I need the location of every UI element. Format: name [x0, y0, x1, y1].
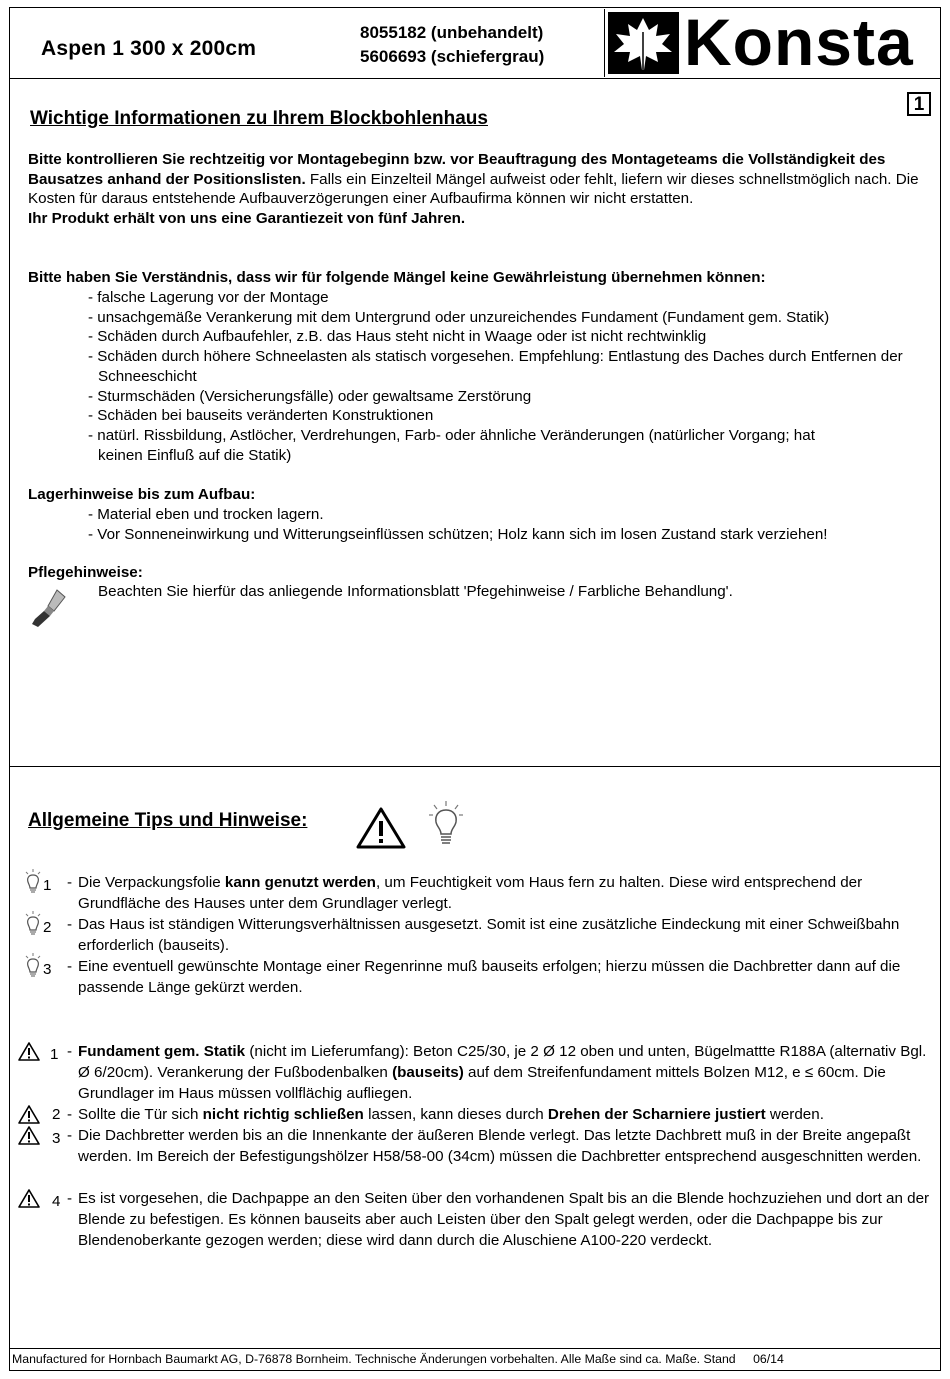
tip-dash: -: [67, 874, 73, 891]
tip-dash: -: [67, 1043, 73, 1060]
bulb-tip-2: [20, 914, 938, 956]
completeness-bold-text: Bitte kontrollieren Sie rechtzeitig vor Montagebeginn bzw. vor Beauftragung des Montageteams die Vollständigkeit des Bausatzes anhand der Positionslisten.: [28, 151, 886, 188]
article-number-slate-grey: 5606693 (schiefergrau): [360, 47, 545, 66]
lightbulb-icon: [428, 800, 464, 857]
tip-text: Das Haus ist ständigen Witterungsverhältnissen ausgesetzt. Somit ist eine zusätzliche Eindeckung mit einer Schweißbahn erforderlich (bauseits).: [78, 916, 900, 954]
lightbulb-icon: [23, 953, 43, 985]
storage-heading: Lagerhinweise bis zum Aufbau:: [28, 486, 256, 503]
warning-text-part: auf dem Streifenfundament mittels Bolzen M12, e ≤ 60cm. Die Grundlager im Haus müssen vollflächig aufliegen.: [78, 1064, 886, 1102]
warranty-text: Ihr Produkt erhält von uns eine Garantiezeit von fünf Jahren.: [28, 210, 466, 228]
completeness-paragraph: [28, 150, 933, 229]
warning-text: [78, 1104, 938, 1125]
care-text: Beachten Sie hierfür das anliegende Informationsblatt 'Pfegehinweise / Farbliche Behandlung'.: [98, 583, 733, 600]
warning-text-bold: (bauseits): [392, 1064, 464, 1081]
tip-dash: -: [67, 1106, 73, 1123]
warning-text-part: (nicht im Lieferumfang): Beton C25/30, je 2 Ø 12 oben und unten, Bügelmattte R188A (alternativ Bgl. Ø 6/20cm). Verankerung der Fußbodenbalken: [78, 1043, 927, 1081]
warning-triangle-icon: [17, 1188, 41, 1215]
list-item: - Sturmschäden (Versicherungsfälle) oder gewaltsame Zerstörung: [88, 387, 532, 405]
bulb-tip-1: [20, 872, 938, 914]
tip-dash: -: [67, 1127, 73, 1144]
warning-tip-1: [20, 1041, 938, 1104]
tip-dash: -: [67, 916, 73, 933]
completeness-text: Falls ein Einzelteil Mängel aufweist oder fehlt, liefern wir dieses schnellstmöglich nach. Die Kosten für daraus entstehende Aufbauverzögerungen einer Aufbaufirma können wir nicht erstatten.: [28, 170, 919, 208]
exclusions-list: [88, 288, 933, 465]
warning-number: 2: [52, 1106, 61, 1123]
lightbulb-icon: [23, 911, 43, 943]
warning-triangle-icon: [17, 1041, 41, 1068]
tip-text-part: Die Verpackungsfolie: [78, 874, 225, 891]
warning-text-bold: nicht richtig schließen: [202, 1106, 364, 1123]
brand-logo: [604, 5, 941, 79]
tips-heading: Allgemeine Tips und Hinweise:: [28, 810, 308, 831]
footer-date: 06/14: [753, 1352, 784, 1366]
tip-text: [78, 872, 938, 914]
article-number-untreated: 8055182 (unbehandelt): [360, 23, 544, 42]
list-item: - Schäden durch Aufbaufehler, z.B. das Haus steht nicht in Waage oder ist nicht rechtwinklig: [88, 328, 707, 346]
leaf-logo-icon: [608, 12, 679, 74]
list-item: - unsachgemäße Verankerung mit dem Untergrund oder unzureichendes Fundament (Fundament gem. Statik): [88, 308, 830, 326]
tip-dash: -: [67, 1190, 73, 1207]
footer-text: Manufactured for Hornbach Baumarkt AG, D-76878 Bornheim. Technische Änderungen vorbehalten. Alle Maße sind ca. Maße. Stand: [12, 1352, 736, 1366]
warning-triangle-icon: [355, 806, 407, 855]
care-heading: Pflegehinweise:: [28, 564, 143, 581]
warning-triangle-icon: [17, 1125, 41, 1152]
warning-tip-2: [20, 1104, 938, 1125]
page-number: 1: [907, 92, 931, 116]
tip-text-bold: kann genutzt werden: [224, 874, 376, 891]
model-title: Aspen 1 300 x 200cm: [41, 37, 257, 60]
lightbulb-icon: [23, 869, 43, 901]
tip-text: Eine eventuell gewünschte Montage einer Regenrinne muß bauseits erfolgen; hierzu müssen die Dachbretter dann auf die passende Länge gekürzt werden.: [78, 958, 901, 996]
tip-dash: -: [67, 958, 73, 975]
tip-number: 1: [43, 877, 52, 894]
warning-text: Die Dachbretter werden bis an die Innenkante der äußeren Blende verlegt. Das letzte Dachbrett muß in der Breite angepaßt werden. Im Bereich der Befestigungshölzer H58/58-00 (34cm) müssen die Dachbretter entsprechend ausgeschnitten werden.: [78, 1127, 922, 1165]
exclusions-heading: Bitte haben Sie Verständnis, dass wir für folgende Mängel keine Gewährleistung übernehmen können:: [28, 269, 766, 286]
warning-text-bold: Fundament gem. Statik: [78, 1043, 246, 1060]
info-heading: Wichtige Informationen zu Ihrem Blockbohlenhaus: [30, 108, 488, 129]
paintbrush-icon: [30, 587, 70, 634]
list-item: - falsche Lagerung vor der Montage: [88, 289, 329, 306]
list-item: - Schäden durch höhere Schneelasten als statisch vorgesehen. Empfehlung: Entlastung des Daches durch Entfernen der Schneeschicht: [88, 348, 903, 385]
warning-tip-3: [20, 1125, 938, 1188]
brand-name: Konsta: [684, 5, 914, 79]
bulb-tip-3: [20, 956, 938, 998]
warning-text-part: lassen, kann dieses durch: [363, 1106, 548, 1123]
warning-number: 4: [52, 1193, 61, 1210]
warning-number: 1: [50, 1046, 59, 1063]
tip-number: 2: [43, 919, 52, 936]
document-header: [9, 7, 941, 79]
warning-text: [78, 1041, 938, 1104]
storage-list: [88, 505, 933, 544]
warning-text-bold: Drehen der Scharniere justiert: [547, 1106, 766, 1123]
list-item: - Vor Sonneneinwirkung und Witterungseinflüssen schützen; Holz kann sich im losen Zustand stark verziehen!: [88, 525, 828, 543]
list-item: - natürl. Rissbildung, Astlöcher, Verdrehungen, Farb- oder ähnliche Veränderungen (natürlicher Vorgang; hat keinen Einfluß auf die Statik): [88, 426, 815, 464]
warning-text-part: werden.: [765, 1106, 824, 1123]
warning-number: 3: [52, 1130, 61, 1147]
list-item: - Schäden bei bauseits veränderten Konstruktionen: [88, 407, 434, 425]
section-divider: [9, 766, 941, 767]
list-item: - Material eben und trocken lagern.: [88, 506, 324, 523]
warning-tip-4: [20, 1188, 938, 1272]
warning-text: Es ist vorgesehen, die Dachpappe an den Seiten über den vorhandenen Spalt bis an die Blende hochzuziehen und dort an der Blende zu befestigen. Es können bauseits aber auch Leisten über den Spalt gelegt werden, oder die Dachpappe bis zur Blendenoberkante gezogen werden; diese wird dann durch die Aluschiene A100-220 verdeckt.: [78, 1190, 930, 1249]
tip-text-part: , um Feuchtigkeit vom Haus fern zu halten. Diese wird entsprechend der Grundfläche des Hauses unter dem Grundlager verlegt.: [78, 874, 863, 912]
article-numbers: [360, 21, 544, 69]
warning-text-part: Sollte die Tür sich: [78, 1106, 203, 1123]
footer: [9, 1348, 941, 1371]
tip-number: 3: [43, 961, 52, 978]
